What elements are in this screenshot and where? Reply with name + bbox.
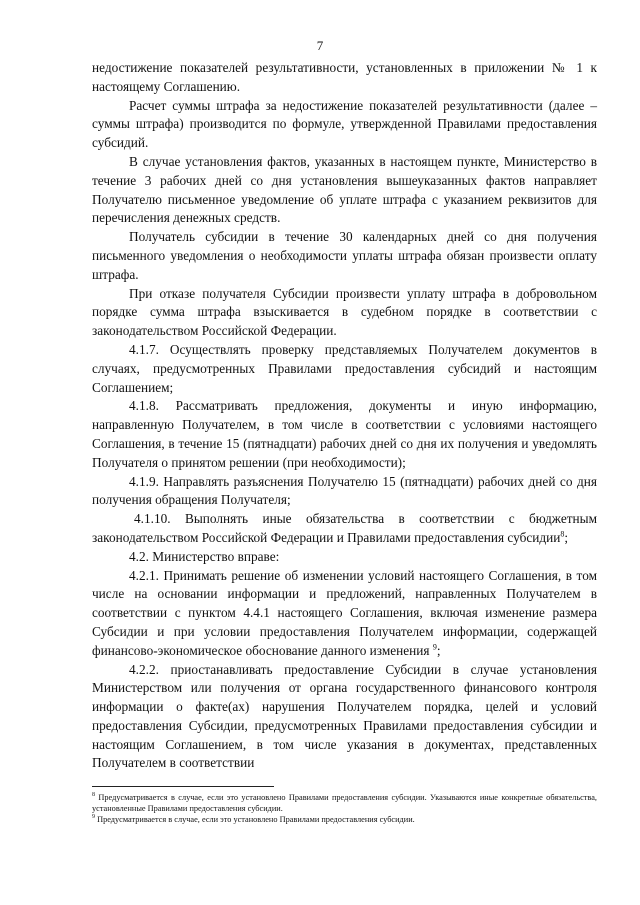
footnote-8-text: Предусматривается в случае, если это установлено Правилами предоставления субсидии. Указываются иные конкретные обязательства, установленные Правилами предоставления субсидии. bbox=[92, 793, 597, 813]
footnote-8-mark: 8 bbox=[92, 792, 95, 799]
clause-4-1-7: 4.1.7. Осуществлять проверку представляемых Получателем документов в случаях, предусмотренных Правилами предоставления субсидий и настоящим Соглашением; bbox=[92, 341, 597, 395]
footnote-separator bbox=[92, 786, 274, 787]
clause-4-1-9: 4.1.9. Направлять разъяснения Получателю 15 (пятнадцати) рабочих дней со дня получения обращения Получателя; bbox=[92, 473, 597, 508]
page-number: 7 bbox=[316, 38, 324, 53]
clause-4-1-8: 4.1.8. Рассматривать предложения, документы и иную информацию, направленную Получателем, в том числе в соответствии с условиями настоящего Соглашения, в течение 15 (пятнадцати) рабочих дней со дня их получения и уведомлять Получателя о принятом решении (при необходимости); bbox=[92, 398, 597, 470]
footnote-9-mark: 9 bbox=[92, 814, 95, 821]
clause-4-2: 4.2. Министерство вправе: bbox=[129, 548, 280, 564]
paragraph-refusal-to-pay: При отказе получателя Субсидии произвести уплату штрафа в добровольном порядке сумма штрафа взыскивается в судебном порядке в соответствии с законодательством Российской Федерации. bbox=[92, 285, 597, 339]
paragraph-penalty-calculation: Расчет суммы штрафа за недостижение показателей результативности (далее – суммы штрафа) производится по формуле, утвержденной Правилами предоставления субсидий. bbox=[92, 97, 597, 151]
footnote-ref-9: 9 bbox=[432, 642, 437, 652]
footnotes bbox=[92, 792, 597, 825]
clause-4-2-1 bbox=[92, 567, 597, 661]
footnote-ref-8: 8 bbox=[560, 529, 565, 539]
footnote-8 bbox=[92, 792, 597, 814]
paragraph-continuation: недостижение показателей результативности, установленных в приложении № 1 к настоящему Соглашению. bbox=[92, 60, 597, 94]
footnote-9-text: Предусматривается в случае, если это установлено Правилами предоставления субсидии. bbox=[97, 815, 415, 824]
clause-4-1-10-tail: ; bbox=[564, 529, 569, 545]
paragraph-ministry-notification: В случае установления фактов, указанных в настоящем пункте, Министерство в течение 3 рабочих дней со дня установления вышеуказанных фактов направляет Получателю письменное уведомление об уплате штрафа с указанием реквизитов для перечисления денежных средств. bbox=[92, 153, 597, 226]
clause-4-2-1-text: 4.2.1. Принимать решение об изменении условий настоящего Соглашения, в том числе на основании информации и предложений, направленных Получателем в соответствии с пунктом 4.4.1 настоящего Соглашения, включая изменение размера Субсидии и при условии предоставления Получателем информации, содержащей финансово-экономическое обоснование данного изменения bbox=[92, 567, 597, 658]
clause-4-2-2: 4.2.2. приостанавливать предоставление Субсидии в случае установления Министерством или получения от органа государственного финансового контроля информации о факте(ах) нарушения Получателем порядка, целей и условий предоставления Субсидии, предусмотренных Правилами предоставления субсидии и настоящим Соглашением, в том числе указания в документах, представленных Получателем в соответствии bbox=[92, 661, 597, 771]
document-body bbox=[92, 59, 597, 773]
footnote-9 bbox=[92, 814, 597, 825]
paragraph-payment-deadline: Получатель субсидии в течение 30 календарных дней со дня получения письменного уведомления о необходимости уплаты штрафа обязан произвести оплату штрафа. bbox=[92, 229, 597, 282]
clause-4-2-1-tail: ; bbox=[436, 642, 441, 658]
clause-4-1-10-text: 4.1.10. Выполнять иные обязательства в соответствии с бюджетным законодательством Российской Федерации и Правилами предоставления субсидии bbox=[92, 511, 597, 545]
clause-4-1-10 bbox=[92, 510, 597, 548]
